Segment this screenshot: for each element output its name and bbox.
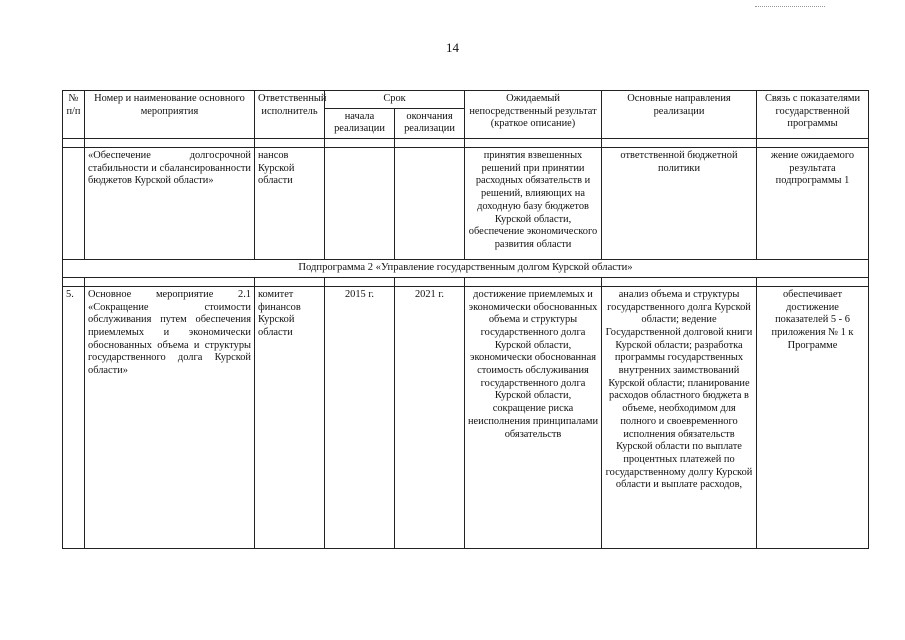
header-num: № п/п bbox=[63, 91, 85, 139]
subprogram-title: Подпрограмма 2 «Управление государственным долгом Курской области» bbox=[63, 260, 869, 278]
cell-start: 2015 г. bbox=[325, 286, 395, 548]
header-start: начала реализации bbox=[325, 108, 395, 138]
cell-end bbox=[395, 148, 465, 260]
cell-responsible: нансов Курской области bbox=[255, 148, 325, 260]
cell-responsible: комитет финансов Курской области bbox=[255, 286, 325, 548]
header-responsible: Ответственный исполнитель bbox=[255, 91, 325, 139]
page-number: 14 bbox=[446, 40, 459, 55]
subprogram-row bbox=[63, 260, 869, 278]
cell-name: Основное мероприятие 2.1 «Сокращение стоимости обслуживания путем обеспечения приемлемых и экономически обоснованных объема и структуры государственного долга Курской области» bbox=[85, 286, 255, 548]
header-term: Срок bbox=[325, 91, 465, 109]
measures-table bbox=[62, 90, 869, 549]
cell-name: «Обеспечение долгосрочной стабильности и сбалансированности бюджетов Курской области» bbox=[85, 148, 255, 260]
table-row bbox=[63, 148, 869, 260]
cell-link: обеспечивает достижение показателей 5 - 6 приложения № 1 к Программе bbox=[757, 286, 869, 548]
header-row bbox=[63, 91, 869, 109]
cell-num: 5. bbox=[63, 286, 85, 548]
spacer-row bbox=[63, 277, 869, 286]
cell-directions: анализ объема и структуры государственного долга Курской области; ведение Государственной долговой книги Курской области; разработка программы государственных внутренних заимствований Курской области; планирование расходов областного бюджета в объеме, необходимом для полного и своевременного исполнения обязательств Курской области по выплате процентных платежей по государственному долгу Курской области и выплате расходов, bbox=[602, 286, 757, 548]
table-row bbox=[63, 286, 869, 548]
cell-result: принятия взвешенных решений при принятии расходных обязательств и решений, влияющих на доходную базу бюджетов Курской области, обеспечение экономического развития области bbox=[465, 148, 602, 260]
header-end: окончания реализации bbox=[395, 108, 465, 138]
scan-artifact bbox=[755, 6, 825, 8]
header-link: Связь с показателями государственной программы bbox=[757, 91, 869, 139]
cell-end: 2021 г. bbox=[395, 286, 465, 548]
header-name: Номер и наименование основного мероприятия bbox=[85, 91, 255, 139]
cell-directions: ответственной бюджетной политики bbox=[602, 148, 757, 260]
cell-link: жение ожидаемого результата подпрограммы 1 bbox=[757, 148, 869, 260]
spacer-row bbox=[63, 139, 869, 148]
cell-result: достижение приемлемых и экономически обоснованных объема и структуры государственного долга Курской области, экономически обоснованная стоимость обслуживания государственного долга Курской области, сокращение риска неисполнения принципалами обязательств bbox=[465, 286, 602, 548]
cell-start bbox=[325, 148, 395, 260]
header-result: Ожидаемый непосредственный результат (краткое описание) bbox=[465, 91, 602, 139]
cell-num bbox=[63, 148, 85, 260]
header-directions: Основные направления реализации bbox=[602, 91, 757, 139]
